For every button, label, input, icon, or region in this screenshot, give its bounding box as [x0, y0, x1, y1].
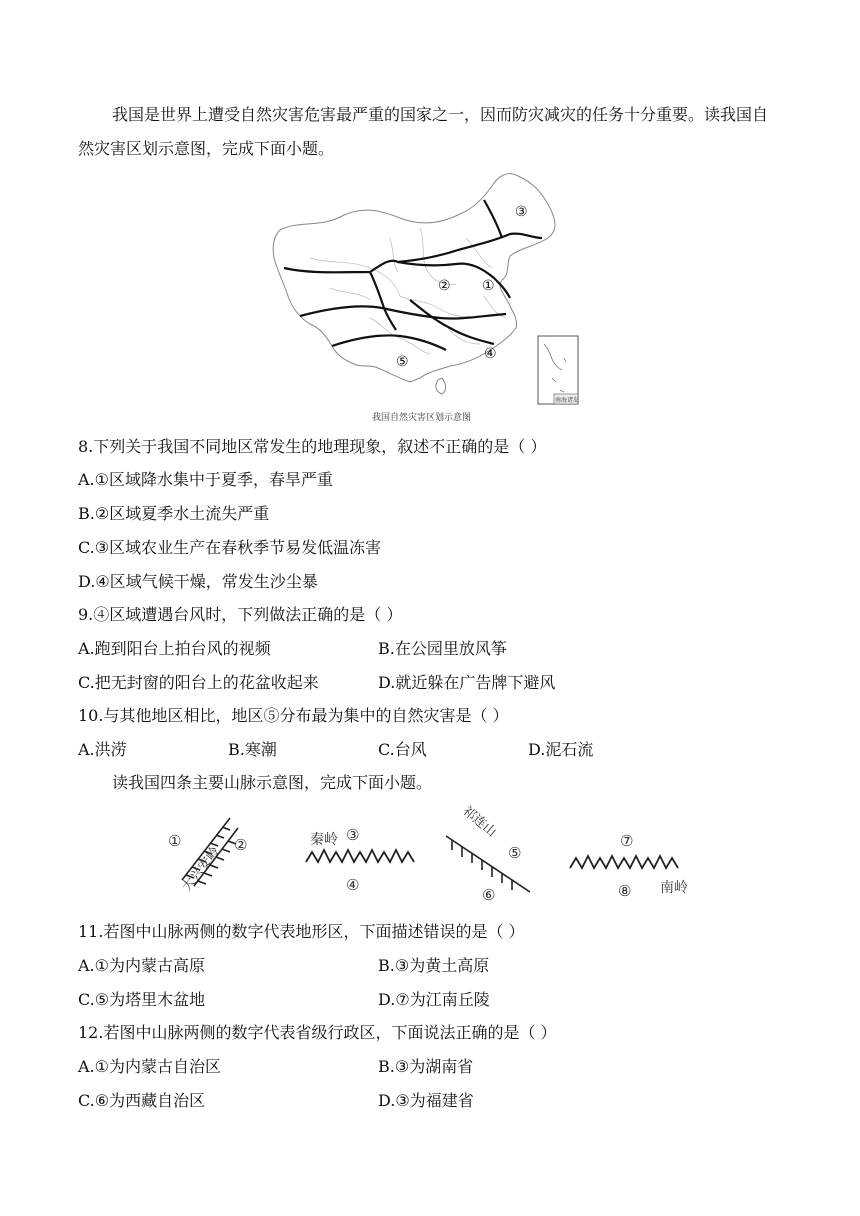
number-label: ②: [234, 836, 248, 854]
question-11-option-b: B.③为黄土高原: [378, 956, 490, 975]
region-label: ⑤: [396, 354, 409, 370]
question-11-option-c: C.⑤为塔里木盆地: [78, 990, 206, 1009]
mountain-nanling: [570, 832, 688, 900]
question-9-option-c: C.把无封窗的阳台上的花盆收起来: [78, 673, 319, 692]
question-12-option-d: D.③为福建省: [378, 1091, 474, 1110]
number-label: ⑦: [620, 832, 634, 850]
question-10-option-c: C.台风: [378, 740, 427, 759]
question-10-stem: 10.与其他地区相比，地区⑤分布最为集中的自然灾害是（ ）: [78, 706, 509, 725]
question-8-option-b: B.②区域夏季水土流失严重: [78, 504, 270, 523]
question-12-option-a: A.①为内蒙古自治区: [78, 1057, 221, 1076]
question-11-option-d: D.⑦为江南丘陵: [378, 990, 490, 1009]
number-label: ①: [168, 832, 182, 850]
question-10-option-a: A.洪涝: [78, 740, 127, 759]
inset-label: 南海诸岛: [555, 397, 580, 404]
map-caption: 我国自然灾害区划示意图: [372, 413, 472, 423]
question-9-stem: 9.④区域遭遇台风时，下列做法正确的是（ ）: [78, 605, 403, 624]
question-11-option-a: A.①为内蒙古高原: [78, 956, 205, 975]
question-9-option-b: B.在公园里放风筝: [378, 639, 507, 658]
question-8-stem: 8.下列关于我国不同地区常发生的地理现象，叙述不正确的是（ ）: [78, 437, 547, 456]
mountain-name: 南岭: [660, 880, 688, 896]
china-outline: [273, 174, 555, 394]
number-label: ④: [346, 876, 360, 894]
region-labels: [396, 204, 528, 370]
number-label: ⑧: [618, 882, 632, 900]
question-8-option-d: D.④区域气候干燥，常发生沙尘暴: [78, 572, 318, 591]
disaster-map-figure: [270, 168, 590, 416]
mountain-name: 大兴安岭: [179, 844, 224, 895]
question-8-option-c: C.③区域农业生产在春秋季节易发低温冻害: [78, 538, 382, 557]
intro-paragraph-1: 我国是世界上遭受自然灾害危害最严重的国家之一，因而防灾减灾的任务十分重要。读我国自然灾害区划示意图，完成下面小题。: [78, 105, 769, 158]
mountain-daxinganling: [168, 818, 247, 894]
question-10-option-d: D.泥石流: [528, 740, 594, 759]
question-9-option-a: A.跑到阳台上拍台风的视频: [78, 639, 271, 658]
number-label: ⑥: [482, 886, 496, 904]
mountains-figure: [160, 800, 700, 910]
question-9-option-d: D.就近躲在广告牌下避风: [378, 673, 556, 692]
mountain-name: 秦岭: [310, 832, 338, 848]
province-borders: [310, 228, 506, 354]
question-12-option-c: C.⑥为西藏自治区: [78, 1091, 206, 1110]
mountain-name: 祁连山: [459, 803, 499, 841]
question-10-option-b: B.寒潮: [228, 740, 277, 759]
question-11-stem: 11.若图中山脉两侧的数字代表地形区，下面描述错误的是（ ）: [78, 922, 525, 941]
region-label: ③: [515, 204, 528, 220]
mountain-qilianshan: [446, 804, 530, 904]
mountain-qinling: [306, 826, 414, 894]
number-label: ⑤: [508, 844, 522, 862]
intro-paragraph-2: 读我国四条主要山脉示意图，完成下面小题。: [112, 773, 433, 792]
question-12-stem: 12.若图中山脉两侧的数字代表省级行政区，下面说法正确的是（ ）: [78, 1023, 557, 1042]
south-china-sea-inset: [538, 336, 579, 404]
region-label: ②: [438, 278, 451, 294]
region-label: ①: [482, 278, 495, 294]
region-label: ④: [484, 346, 497, 362]
question-12-option-b: B.③为湖南省: [378, 1057, 474, 1076]
question-8-option-a: A.①区域降水集中于夏季，春旱严重: [78, 470, 333, 489]
number-label: ③: [346, 826, 360, 844]
